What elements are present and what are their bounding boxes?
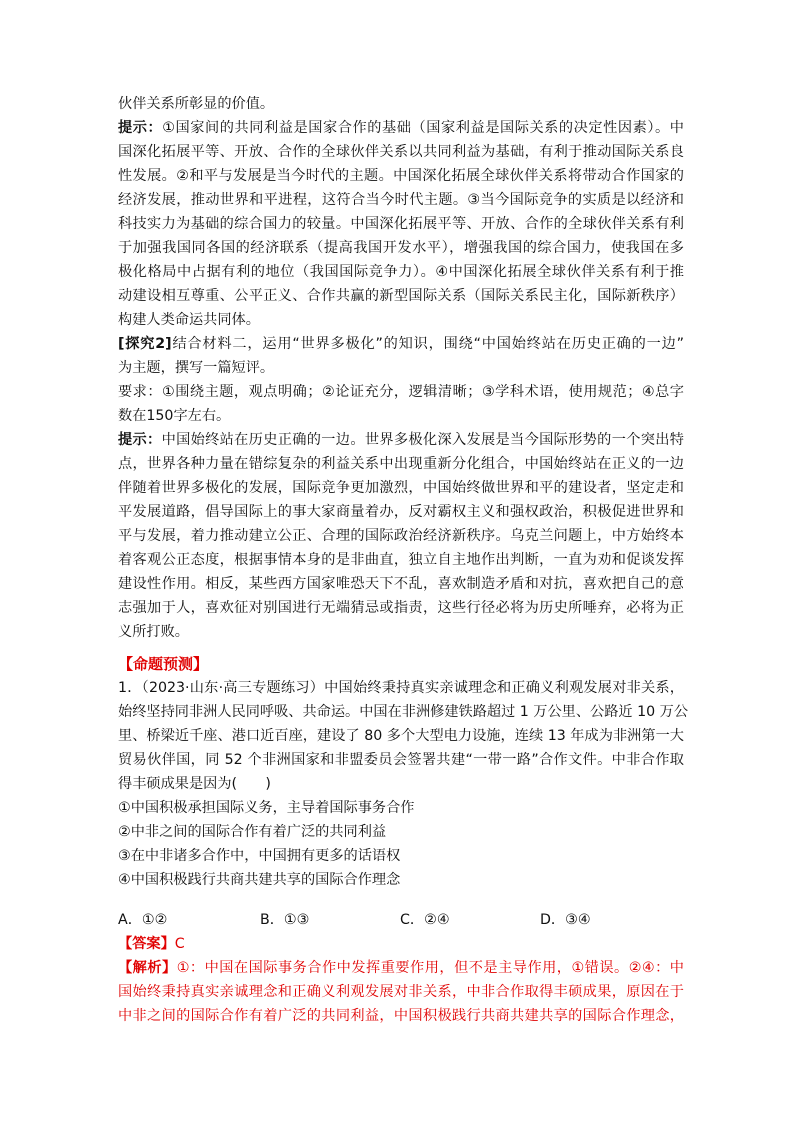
explore-question-2: [118, 332, 684, 428]
answer-section: [118, 932, 684, 1028]
option-c: C．②④: [400, 912, 450, 928]
explore-label: [探究2]: [118, 336, 172, 352]
hint-line: 点，世界各种力量在错综复杂的利益关系中出现重新分化组合，中国始终站在正义的一边: [118, 456, 684, 472]
hint-line: 于加强我国同各国的经济联系（提高我国开发水平），增强我国的综合国力，使我国在多: [118, 240, 684, 256]
answer-options: [118, 908, 684, 932]
question-line: 里、桥梁近千座、港口近百座，建设了 80 多个大型电力设施，连续 13 年成为非洲第一大: [118, 728, 684, 744]
analysis-line: 中非之间的国际合作有着广泛的共同利益，中国积极践行共商共建共享的国际合作理念，: [118, 1008, 684, 1024]
requirement-line: 数在150字左右。: [118, 408, 231, 424]
question-line: 贸易伙伴国，同 52 个非洲国家和非盟委员会签署共建“一带一路”合作文件。中非合作取: [118, 752, 684, 768]
statement-item: ②中非之间的国际合作有着广泛的共同利益: [118, 824, 387, 840]
answer-value: C: [174, 936, 185, 952]
hint-label: 提示：: [118, 120, 163, 136]
option-a: A．①②: [118, 912, 168, 928]
hint-line: 建设性作用。相反，某些西方国家唯恐天下不乱，喜欢制造矛盾和对抗，喜欢把自己的意: [118, 576, 684, 592]
hint-line: 提示：①国家间的共同利益是国家合作的基础（国家利益是国际关系的决定性因素）。中: [118, 120, 684, 136]
prediction-section: [118, 652, 684, 676]
section-heading: 【命题预测】: [118, 655, 209, 673]
statement-item: ③在中非诸多合作中，中国拥有更多的话语权: [118, 848, 401, 864]
hint-section-1: [118, 92, 684, 332]
paragraph-continuation: 伙伴关系所彰显的价值。: [118, 96, 275, 112]
option-b: B．①③: [260, 912, 310, 928]
analysis-label: 【解析】: [118, 960, 177, 976]
question-line: 1．（2023·山东·高三专题练习）中国始终秉持真实亲诚理念和正确义利观发展对非关系，: [118, 680, 684, 696]
requirement-line: 要求：①围绕主题，观点明确；②论证充分，逻辑清晰；③学科术语，使用规范；④总字: [118, 384, 684, 400]
answer-line: [118, 932, 684, 956]
question-line: 得丰硕成果是因为( ): [118, 776, 271, 792]
analysis-line: 【解析】①：中国在国际事务合作中发挥重要作用，但不是主导作用，①错误。②④：中: [118, 960, 684, 976]
hint-line: 着客观公正态度，根据事情本身的是非曲直，独立自主地作出判断，一直为劝和促谈发挥: [118, 552, 684, 568]
hint-line: 平发展道路，倡导国际上的事大家商量着办，反对霸权主义和强权政治，积极促进世界和: [118, 504, 684, 520]
hint-line: 提示：中国始终站在历史正确的一边。世界多极化深入发展是当今国际形势的一个突出特: [118, 432, 684, 448]
analysis-line: 国始终秉持真实亲诚理念和正确义利观发展对非关系，中非合作取得丰硕成果，原因在于: [118, 984, 684, 1000]
hint-line: 国深化拓展平等、开放、合作的全球伙伴关系以共同利益为基础，有利于推动国际关系良: [118, 144, 684, 160]
hint-label: 提示：: [118, 432, 162, 448]
hint-line: 性发展。②和平与发展是当今时代的主题。中国深化拓展全球伙伴关系将带动合作国家的: [118, 168, 684, 184]
hint-line: 志强加于人，喜欢征对别国进行无端猜忌或指责，这些行径必将为历史所唾弃，必将为正: [118, 600, 684, 616]
question-line: 始终坚持同非洲人民同呼吸、共命运。中国在非洲修建铁路超过 1 万公里、公路近 10 万公: [118, 704, 689, 720]
statement-item: ④中国积极践行共商共建共享的国际合作理念: [118, 872, 401, 888]
hint-line: 伴随着世界多极化的发展，国际竞争更加激烈，中国始终做世界和平的建设者，坚定走和: [118, 480, 684, 496]
answer-label: 【答案】: [118, 936, 175, 952]
question-1: [118, 676, 689, 892]
hint-line: 平与发展，着力推动建立公正、合理的国际政治经济新秩序。乌克兰问题上，中方始终本: [118, 528, 684, 544]
hint-line: 构建人类命运共同体。: [118, 312, 260, 328]
hint-line: 动建设相互尊重、公平正义、合作共赢的新型国际关系（国际关系民主化，国际新秩序）: [118, 288, 684, 304]
hint-line: 义所打败。: [118, 624, 189, 640]
explore-line: 为主题，撰写一篇短评。: [118, 360, 275, 376]
hint-line: 经济发展，推动世界和平进程，这符合当今时代主题。③当今国际竞争的实质是以经济和: [118, 192, 684, 208]
hint-line: 极化格局中占据有利的地位（我国国际竞争力）。④中国深化拓展全球伙伴关系有利于推: [118, 264, 684, 280]
option-d: D．③④: [540, 912, 591, 928]
statement-item: ①中国积极承担国际义务，主导着国际事务合作: [118, 800, 415, 816]
explore-line: [探究2]结合材料二，运用“世界多极化”的知识，围绕“中国始终站在历史正确的一边”: [118, 336, 685, 352]
hint-line: 科技实力为基础的综合国力的较量。中国深化拓展平等、开放、合作的全球伙伴关系有利: [118, 216, 684, 232]
hint-section-2: [118, 428, 684, 644]
